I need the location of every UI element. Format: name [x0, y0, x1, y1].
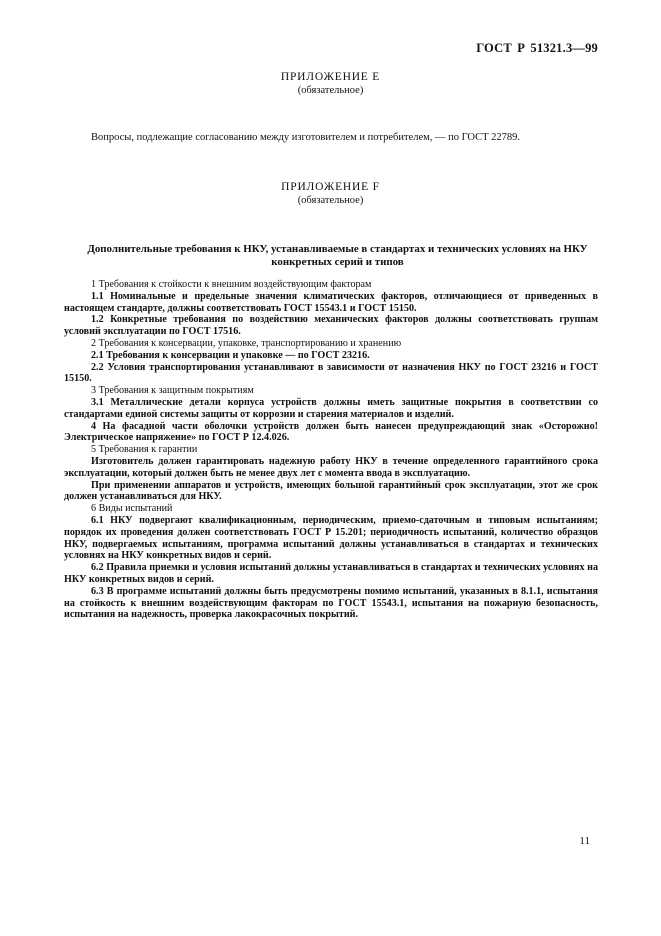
appendix-f-body [64, 279, 598, 621]
appendix-f-status: (обязательное) [297, 195, 364, 206]
paragraph-1-2: 1.2 Конкретные требования по воздействию механических факторов должны соответствовать группам условий эксплуатации по ГОСТ 17516. [64, 314, 598, 338]
paragraph-4: 4 На фасадной части оболочки устройств должен быть нанесен предупреждающий знак «Осторожно! Электрическое напряжение» по ГОСТ Р 12.4.026. [64, 420, 598, 444]
appendix-f-heading: Дополнительные требования к НКУ, устанавливаемые в стандартах и технических условиях на НКУ конкретных серий и типов [87, 243, 588, 268]
appendix-f-block [0, 181, 661, 207]
paragraph-5-text-2: При применении аппаратов и устройств, имеющих большой гарантийный срок эксплуатации, этот же срок должен устанавливаться для НКУ. [64, 479, 598, 503]
paragraph-1: 1 Требования к стойкости к внешним воздействующим факторам [91, 279, 372, 290]
paragraph-3: 3 Требования к защитным покрытиям [91, 385, 254, 397]
paragraph-2-2: 2.2 Условия транспортирования устанавливают в зависимости от назначения НКУ по ГОСТ 23216 и ГОСТ 15150. [64, 361, 598, 385]
paragraph-6: 6 Виды испытаний [91, 503, 173, 515]
paragraph-3-1: 3.1 Металлические детали корпуса устройств должны иметь защитные покрытия в соответствии со стандартами единой системы защиты от коррозии и старения материалов и изделий. [64, 396, 598, 420]
appendix-e-text: Вопросы, подлежащие согласованию между изготовителем и потребителем, — по ГОСТ 22789. [91, 132, 521, 143]
paragraph-6-1: 6.1 НКУ подвергают квалификационным, периодическим, приемо-сдаточным и типовым испытаниям; порядок их проведения должен соответствовать ГОСТ Р 15.201; периодичность испытаний, количество образцов НКУ, подвергаемых испытаниям, программа испытаний должны устанавливаться в стандартах и технических условиях на НКУ конкретных видов и серий. [64, 514, 598, 562]
paragraph-1-1: 1.1 Номинальные и предельные значения климатических факторов, отличающиеся от приведенных в настоящем стандарте, должны соответствовать ГОСТ 15543.1 и ГОСТ 15150. [64, 290, 598, 314]
paragraph-5: 5 Требования к гарантии [91, 444, 198, 456]
appendix-e-title: ПРИЛОЖЕНИЕ Е [280, 71, 381, 83]
paragraph-2: 2 Требования к консервации, упаковке, транспортированию и хранению [91, 337, 402, 349]
paragraph-2-1: 2.1 Требования к консервации и упаковке — по ГОСТ 23216. [91, 349, 370, 361]
page-number: 11 [579, 835, 590, 847]
document-code: ГОСТ Р 51321.3—99 [476, 41, 598, 55]
appendix-f-title: ПРИЛОЖЕНИЕ F [281, 181, 380, 193]
paragraph-6-3: 6.3 В программе испытаний должны быть предусмотрены помимо испытаний, указанных в 8.1.1, испытания на стойкость к внешним воздействующим факторам по ГОСТ 15543.1, испытания на пожарную безопасность, испытания на надежность, проверка лакокрасочных покрытий. [64, 585, 598, 621]
paragraph-5-text-1: Изготовитель должен гарантировать надежную работу НКУ в течение определенного гарантийного срока эксплуатации, который должен быть не менее двух лет с момента ввода в эксплуатацию. [64, 455, 598, 479]
paragraph-6-2: 6.2 Правила приемки и условия испытаний должны устанавливаться в стандартах и технических условиях на НКУ конкретных видов и серий. [64, 562, 598, 585]
appendix-e-status: (обязательное) [297, 85, 364, 96]
appendix-e-block [0, 71, 661, 97]
